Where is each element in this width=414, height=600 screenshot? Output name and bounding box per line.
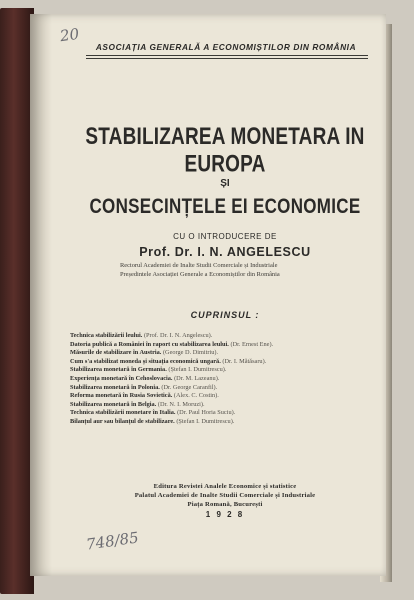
toc-item bbox=[70, 341, 392, 350]
toc-item-author: (Ștefan I. Dumitrescu). bbox=[176, 417, 235, 425]
publisher-line-3: Piața Romană, București bbox=[187, 501, 263, 508]
pencil-note-bottom: 748/85 bbox=[85, 528, 140, 554]
toc-item-title: Cum s'a stabilizat moneda și situația economică ungară. bbox=[70, 357, 221, 365]
toc-item bbox=[70, 375, 392, 384]
introduction-label: CU O INTRODUCERE DE bbox=[173, 232, 277, 241]
toc-item bbox=[70, 392, 392, 401]
toc-item-title: Datoria publică a României în raport cu stabilizarea leului. bbox=[70, 340, 229, 348]
toc-item-author: (Alex. C. Costin). bbox=[173, 392, 219, 400]
toc-item bbox=[70, 401, 392, 410]
toc-item bbox=[70, 349, 392, 358]
author-name: Prof. Dr. I. N. ANGELESCU bbox=[139, 245, 311, 259]
toc-item-author: (Dr. N. I. Moruzi). bbox=[157, 400, 205, 408]
header-rule bbox=[86, 55, 368, 56]
toc-item-title: Stabilizarea monetară în Polonia. bbox=[70, 383, 160, 391]
publisher-line-2: Palatul Academiei de Inalte Studii Comerciale și Industriale bbox=[134, 492, 316, 499]
gutter-shadow bbox=[30, 14, 52, 576]
toc-item-author: (Dr. I. Mătăsaru). bbox=[222, 357, 267, 365]
toc-item-title: Technica stabilizării monetare în Italia. bbox=[70, 409, 176, 417]
toc-item-title: Technica stabilizării leului. bbox=[70, 332, 143, 339]
contents-heading: CUPRINSUL : bbox=[190, 310, 260, 320]
toc-item bbox=[70, 384, 392, 393]
publication-year: 1 9 2 8 bbox=[205, 510, 245, 519]
toc-item-title: Reforma monetară în Rusia Sovietică. bbox=[70, 392, 173, 400]
toc-item-author: (Dr. M. Lazeanu). bbox=[174, 374, 220, 382]
publisher-line-1: Editura Revistei Analele Economice și statistice bbox=[153, 483, 297, 490]
toc-item-author: (Prof. Dr. I. N. Angelescu). bbox=[143, 332, 213, 339]
author-role-line-1: Rectorul Academiei de Inalte Studii Comerciale și Industriale bbox=[120, 262, 278, 269]
title-page bbox=[30, 14, 386, 576]
toc-item-author: (George D. Dimitriu). bbox=[162, 349, 219, 357]
toc-item-title: Bilanțul aur sau bilanțul de stabilizare. bbox=[70, 417, 175, 425]
author-role-line-2: Președintele Asociației Generale a Economiștilor din România bbox=[120, 271, 280, 278]
subtitle: CONSECINȚELE EI ECONOMICE bbox=[89, 194, 361, 218]
toc-item-author: (Dr. George Caranfil). bbox=[161, 383, 218, 391]
toc-item-title: Experiența monetară în Cehoslovacia. bbox=[70, 374, 173, 382]
toc-item bbox=[70, 418, 392, 427]
book-cover bbox=[0, 8, 34, 594]
title-conjunction: ȘI bbox=[220, 178, 230, 189]
toc-item bbox=[70, 366, 392, 375]
toc-item-author: (Dr. Paul Horia Suciu). bbox=[177, 409, 236, 417]
toc-item-author: (Dr. Ernest Ene). bbox=[230, 340, 274, 348]
toc-item-title: Măsurile de stabilizare în Austria. bbox=[70, 349, 162, 357]
association-header: ASOCIAȚIA GENERALĂ A ECONOMIȘTILOR DIN ROMÂNIA bbox=[95, 42, 357, 52]
toc-item-title: Stabilizarea monetară în Belgia. bbox=[70, 400, 157, 408]
toc-item-title: Stabilizarea monetară în Germania. bbox=[70, 366, 167, 374]
toc-item-author: (Ștefan I. Dumitrescu). bbox=[168, 366, 227, 374]
toc-item bbox=[70, 332, 392, 341]
table-of-contents bbox=[70, 332, 392, 427]
toc-item bbox=[70, 409, 392, 418]
pencil-note-top: 20 bbox=[58, 24, 81, 46]
header-rule-thin bbox=[86, 58, 368, 59]
main-title: STABILIZAREA MONETARA IN EUROPA bbox=[85, 124, 365, 178]
toc-item bbox=[70, 358, 392, 367]
